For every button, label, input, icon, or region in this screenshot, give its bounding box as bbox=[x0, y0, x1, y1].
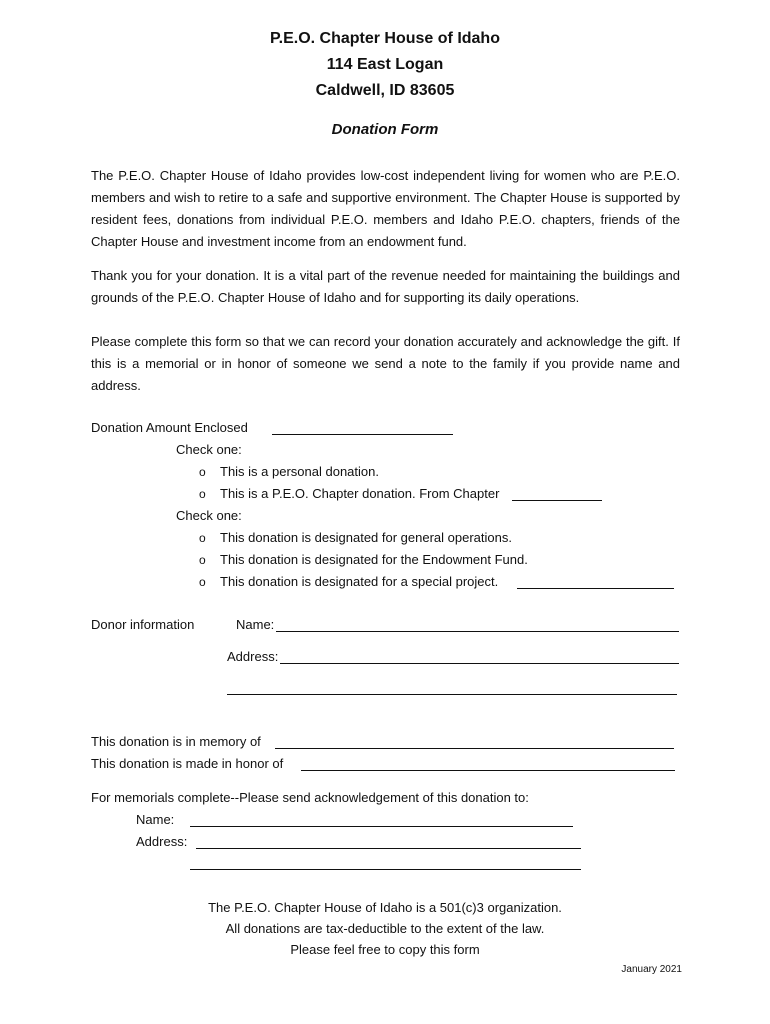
acknowledgement-instruction: For memorials complete--Please send acknowledgement of this donation to: bbox=[91, 790, 529, 805]
special-project-option: This donation is designated for a special project. bbox=[220, 574, 499, 589]
org-name: P.E.O. Chapter House of Idaho bbox=[270, 30, 500, 47]
ack-name-field[interactable] bbox=[190, 826, 573, 827]
intro-paragraph-2: Thank you for your donation. It is a vital part of the revenue needed for maintaining the buildings and grounds of the P.E.O. Chapter House of Idaho and for supporting its daily operations. bbox=[91, 268, 680, 305]
revision-date: January 2021 bbox=[621, 964, 682, 975]
intro-paragraph-3: Please complete this form so that we can record your donation accurately and acknowledge the gift. If this is a memorial or in honor of someone we send a note to the family if you provide name and address. bbox=[91, 334, 680, 393]
donor-address-field-2[interactable] bbox=[227, 694, 677, 695]
donor-name-label: Name: bbox=[236, 617, 275, 632]
ack-address-label: Address: bbox=[136, 834, 188, 849]
street-address: 114 East Logan bbox=[326, 56, 444, 73]
special-project-checkbox[interactable]: o bbox=[199, 575, 206, 589]
form-title: Donation Form bbox=[331, 121, 439, 138]
donor-address-label: Address: bbox=[227, 649, 279, 664]
donation-amount-field[interactable] bbox=[272, 434, 453, 435]
general-operations-checkbox[interactable]: o bbox=[199, 531, 206, 545]
personal-donation-checkbox[interactable]: o bbox=[199, 465, 206, 479]
in-memory-label: This donation is in memory of bbox=[91, 734, 261, 749]
footer-501c3: The P.E.O. Chapter House of Idaho is a 501(c)3 organization. bbox=[208, 900, 562, 915]
ack-address-field-2[interactable] bbox=[190, 869, 581, 870]
donor-name-field[interactable] bbox=[276, 631, 679, 632]
footer-tax-deductible: All donations are tax-deductible to the extent of the law. bbox=[225, 921, 545, 936]
general-operations-option: This donation is designated for general operations. bbox=[220, 530, 512, 545]
in-honor-field[interactable] bbox=[301, 770, 675, 771]
check-one-label-2: Check one: bbox=[176, 508, 242, 523]
special-project-field[interactable] bbox=[517, 588, 674, 589]
endowment-fund-option: This donation is designated for the Endowment Fund. bbox=[220, 552, 528, 567]
check-one-label-1: Check one: bbox=[176, 442, 242, 457]
chapter-donation-option: This is a P.E.O. Chapter donation. From Chapter bbox=[220, 486, 500, 501]
city-state-zip: Caldwell, ID 83605 bbox=[315, 82, 455, 99]
donation-amount-label: Donation Amount Enclosed bbox=[91, 420, 248, 435]
intro-paragraph-1: The P.E.O. Chapter House of Idaho provides low-cost independent living for women who are P.E.O. members and wish to retire to a safe and supportive environment. The Chapter House is supported by resident fees, donations from individual P.E.O. members and Idaho P.E.O. chapters, friends of the Chapter House and investment income from an endowment fund. bbox=[91, 168, 680, 249]
personal-donation-option: This is a personal donation. bbox=[220, 464, 379, 479]
in-honor-label: This donation is made in honor of bbox=[91, 756, 284, 771]
donor-address-field[interactable] bbox=[280, 663, 679, 664]
chapter-donation-checkbox[interactable]: o bbox=[199, 487, 206, 501]
ack-name-label: Name: bbox=[136, 812, 175, 827]
donor-info-label: Donor information bbox=[91, 617, 195, 632]
endowment-fund-checkbox[interactable]: o bbox=[199, 553, 206, 567]
footer-copy-note: Please feel free to copy this form bbox=[290, 942, 480, 957]
chapter-name-field[interactable] bbox=[512, 500, 602, 501]
ack-address-field[interactable] bbox=[196, 848, 581, 849]
in-memory-field[interactable] bbox=[275, 748, 674, 749]
